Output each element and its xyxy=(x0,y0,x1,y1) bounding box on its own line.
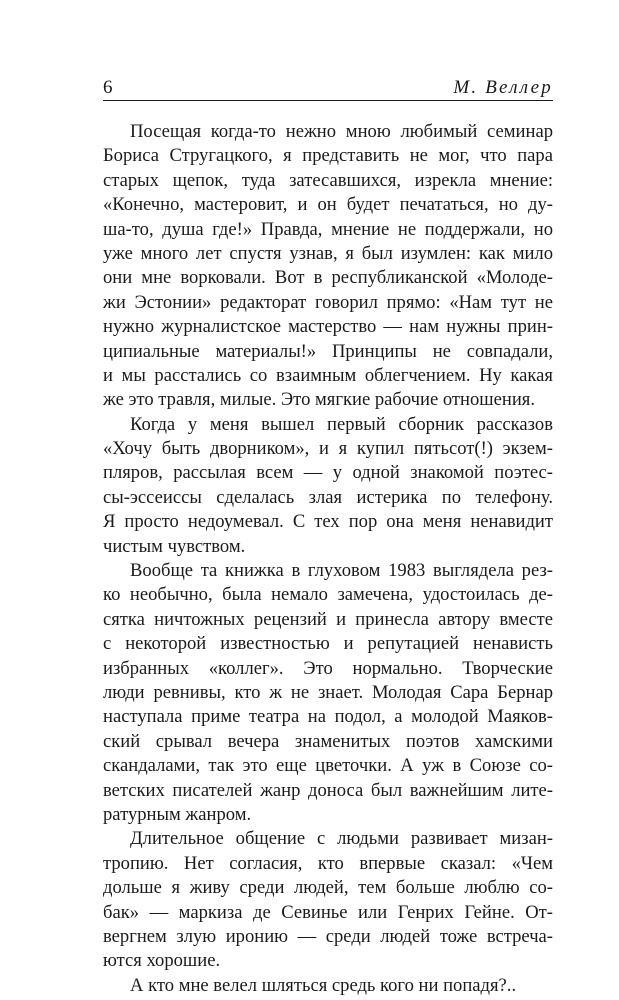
text-line: бак» — маркиза де Севинье или Генрих Гейне. От- xyxy=(103,901,553,923)
paragraph xyxy=(103,827,553,973)
text-line: чистым чувством. xyxy=(103,535,246,557)
text-line: старых щепок, туда затесавшихся, изрекла мнение: xyxy=(103,169,553,191)
text-line: Длительное общение с людьми развивает мизан- xyxy=(130,828,553,850)
text-line: дольше я живу среди людей, тем больше люблю со- xyxy=(103,877,553,899)
text-line: наступала приме театра на подол, а молодой Маяков- xyxy=(103,706,553,728)
text-line: сятка ничтожных рецензий и принесла автору вместе xyxy=(103,608,553,630)
text-line: избранных «коллег». Это нормально. Творческие xyxy=(103,657,553,679)
text-line: вергнем злую иронию — среди людей тоже встреча- xyxy=(103,925,553,947)
text-line: они мне ворковали. Вот в республиканской «Молоде- xyxy=(103,267,553,289)
page-number: 6 xyxy=(103,77,113,98)
text-line: «Конечно, мастеровит, и он будет печататься, но ду- xyxy=(103,194,553,216)
text-line: и мы расстались со взаимным облегчением. Ну какая xyxy=(103,364,553,386)
running-title: М. Веллер xyxy=(453,77,553,98)
paragraph xyxy=(103,559,553,827)
text-line: пляров, рассылая всем — у одной знакомой поэтес- xyxy=(103,462,553,484)
text-line: ветских писателей жанр доноса был важнейшим лите- xyxy=(103,779,553,801)
text-line: ский срывал вечера знаменитых поэтов хамскими xyxy=(103,730,553,752)
text-line: ципиальные материалы!» Принципы не совпадали, xyxy=(103,340,553,362)
text-line: А кто мне велел шляться средь кого ни попадя?.. xyxy=(130,974,517,996)
text-line: Когда у меня вышел первый сборник рассказов xyxy=(130,413,553,435)
text-line: Посещая когда-то нежно мною любимый семинар xyxy=(130,121,553,142)
text-line: скандалами, так это еще цветочки. А уж в Союзе со- xyxy=(103,755,553,777)
paragraph xyxy=(103,413,553,559)
text-line: с некоторой известностью и репутацией ненависть xyxy=(103,633,553,655)
text-line: ратурным жанром. xyxy=(103,803,252,825)
text-line: тропию. Нет согласия, кто впервые сказал: «Чем xyxy=(103,852,553,874)
text-line: Я просто недоумевал. С тех пор она меня ненавидит xyxy=(103,511,553,533)
text-line: Бориса Стругацкого, я представить не мог, что пара xyxy=(103,145,553,167)
text-line: нужно журналистское мастерство — нам нужны прин- xyxy=(103,316,553,338)
text-line: Вообще та книжка в глуховом 1983 выглядела рез- xyxy=(130,560,553,582)
text-line: люди ревнивы, кто ж не знает. Молодая Сара Бернар xyxy=(103,681,553,703)
text-line: ко необычно, была немало замечена, удостоилась де- xyxy=(103,584,553,606)
paragraph xyxy=(103,974,553,998)
text-line: жи Эстонии» редакторат говорил прямо: «Нам тут не xyxy=(103,291,553,313)
paragraph xyxy=(103,120,553,413)
running-head xyxy=(103,76,553,101)
text-line: ются хорошие. xyxy=(103,950,221,972)
body-text xyxy=(103,120,553,998)
text-line: «Хочу быть дворником», и я купил пятьсот(!) экзем- xyxy=(103,438,553,460)
text-line: сы-эссеиссы сделалась злая истерика по телефону. xyxy=(103,486,553,508)
text-line: ша-то, душа где!» Правда, мнение не поддержали, но xyxy=(103,218,553,240)
text-line: же это травля, милые. Это мягкие рабочие отношения. xyxy=(103,389,535,411)
text-line: уже много лет спустя узнав, я был изумлен: как мило xyxy=(103,242,553,264)
